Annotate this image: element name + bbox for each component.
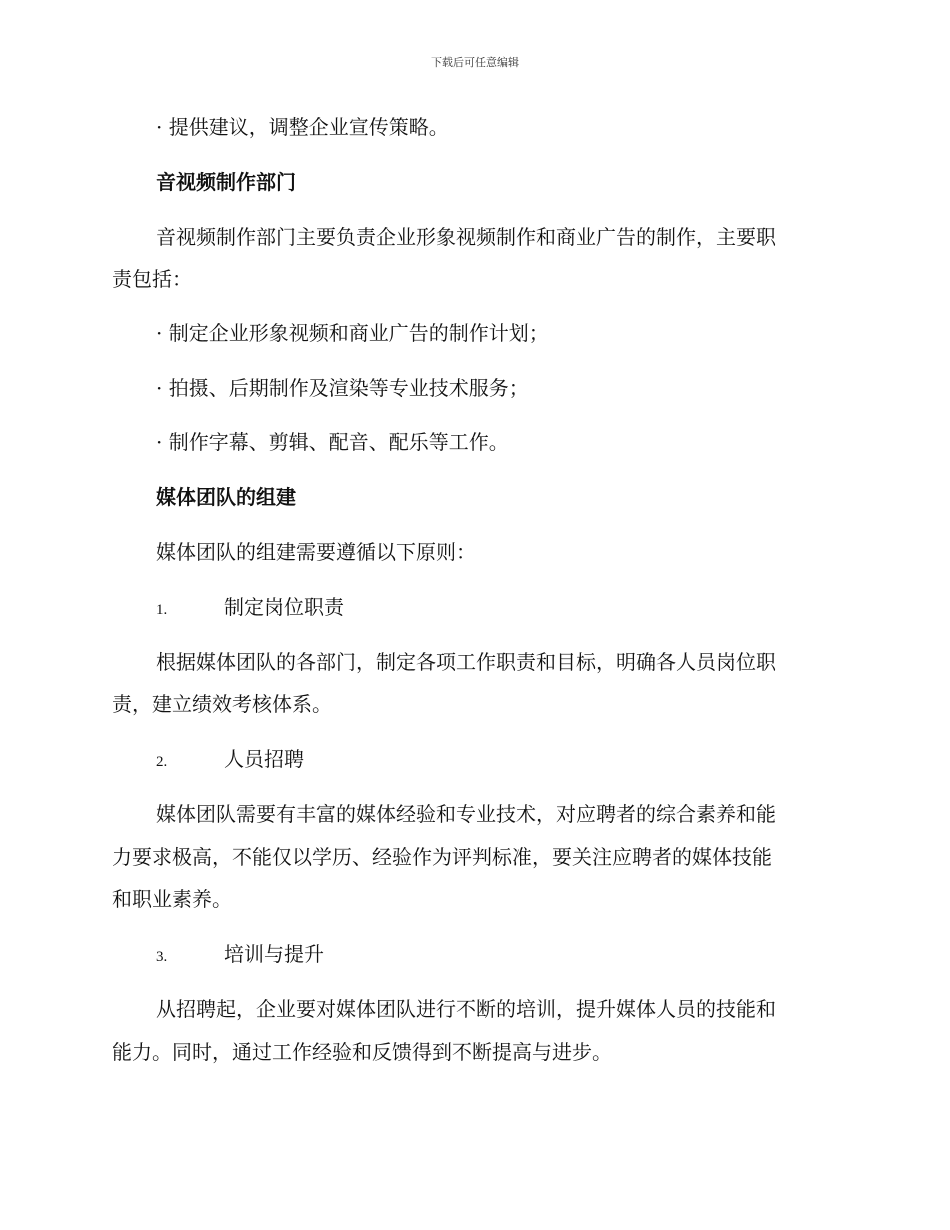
numbered-heading xyxy=(156,933,324,978)
paragraph-line: 从招聘起，企业要对媒体团队进行不断的培训，提升媒体人员的技能和 xyxy=(156,997,776,1021)
numbered-heading xyxy=(156,586,344,631)
bullet-item: · 拍摄、后期制作及渲染等专业技术服务； xyxy=(156,376,529,400)
paragraph-line: 音视频制作部门主要负责企业形象视频制作和商业广告的制作，主要职 xyxy=(156,225,776,249)
bullet-item: · 制作字幕、剪辑、配音、配乐等工作。 xyxy=(156,430,509,454)
paragraph-line: 责，建立绩效考核体系。 xyxy=(112,692,332,716)
item-number: 2. xyxy=(156,754,168,770)
paragraph-line: 媒体团队的组建需要遵循以下原则： xyxy=(156,540,476,564)
section-heading-av: 音视频制作部门 xyxy=(156,170,296,194)
paragraph-line: 力要求极高，不能仅以学历、经验作为评判标准，要关注应聘者的媒体技能 xyxy=(112,845,772,869)
numbered-heading xyxy=(156,738,304,783)
paragraph-line: 责包括： xyxy=(112,267,192,291)
paragraph-line: 能力。同时，通过工作经验和反馈得到不断提高与进步。 xyxy=(112,1040,612,1064)
page-header: 下载后可任意编辑 xyxy=(431,56,519,69)
paragraph-line: 媒体团队需要有丰富的媒体经验和专业技术，对应聘者的综合素养和能 xyxy=(156,802,776,826)
paragraph-line: 和职业素养。 xyxy=(112,887,232,911)
item-title: 制定岗位职责 xyxy=(224,595,344,619)
bullet-item: · 提供建议，调整企业宣传策略。 xyxy=(156,115,449,139)
bullet-item: · 制定企业形象视频和商业广告的制作计划； xyxy=(156,321,549,345)
item-title: 人员招聘 xyxy=(224,747,304,771)
item-number: 3. xyxy=(156,949,168,965)
item-title: 培训与提升 xyxy=(224,942,324,966)
paragraph-line: 根据媒体团队的各部门，制定各项工作职责和目标，明确各人员岗位职 xyxy=(156,650,776,674)
item-number: 1. xyxy=(156,602,168,618)
section-heading-team: 媒体团队的组建 xyxy=(156,485,296,509)
